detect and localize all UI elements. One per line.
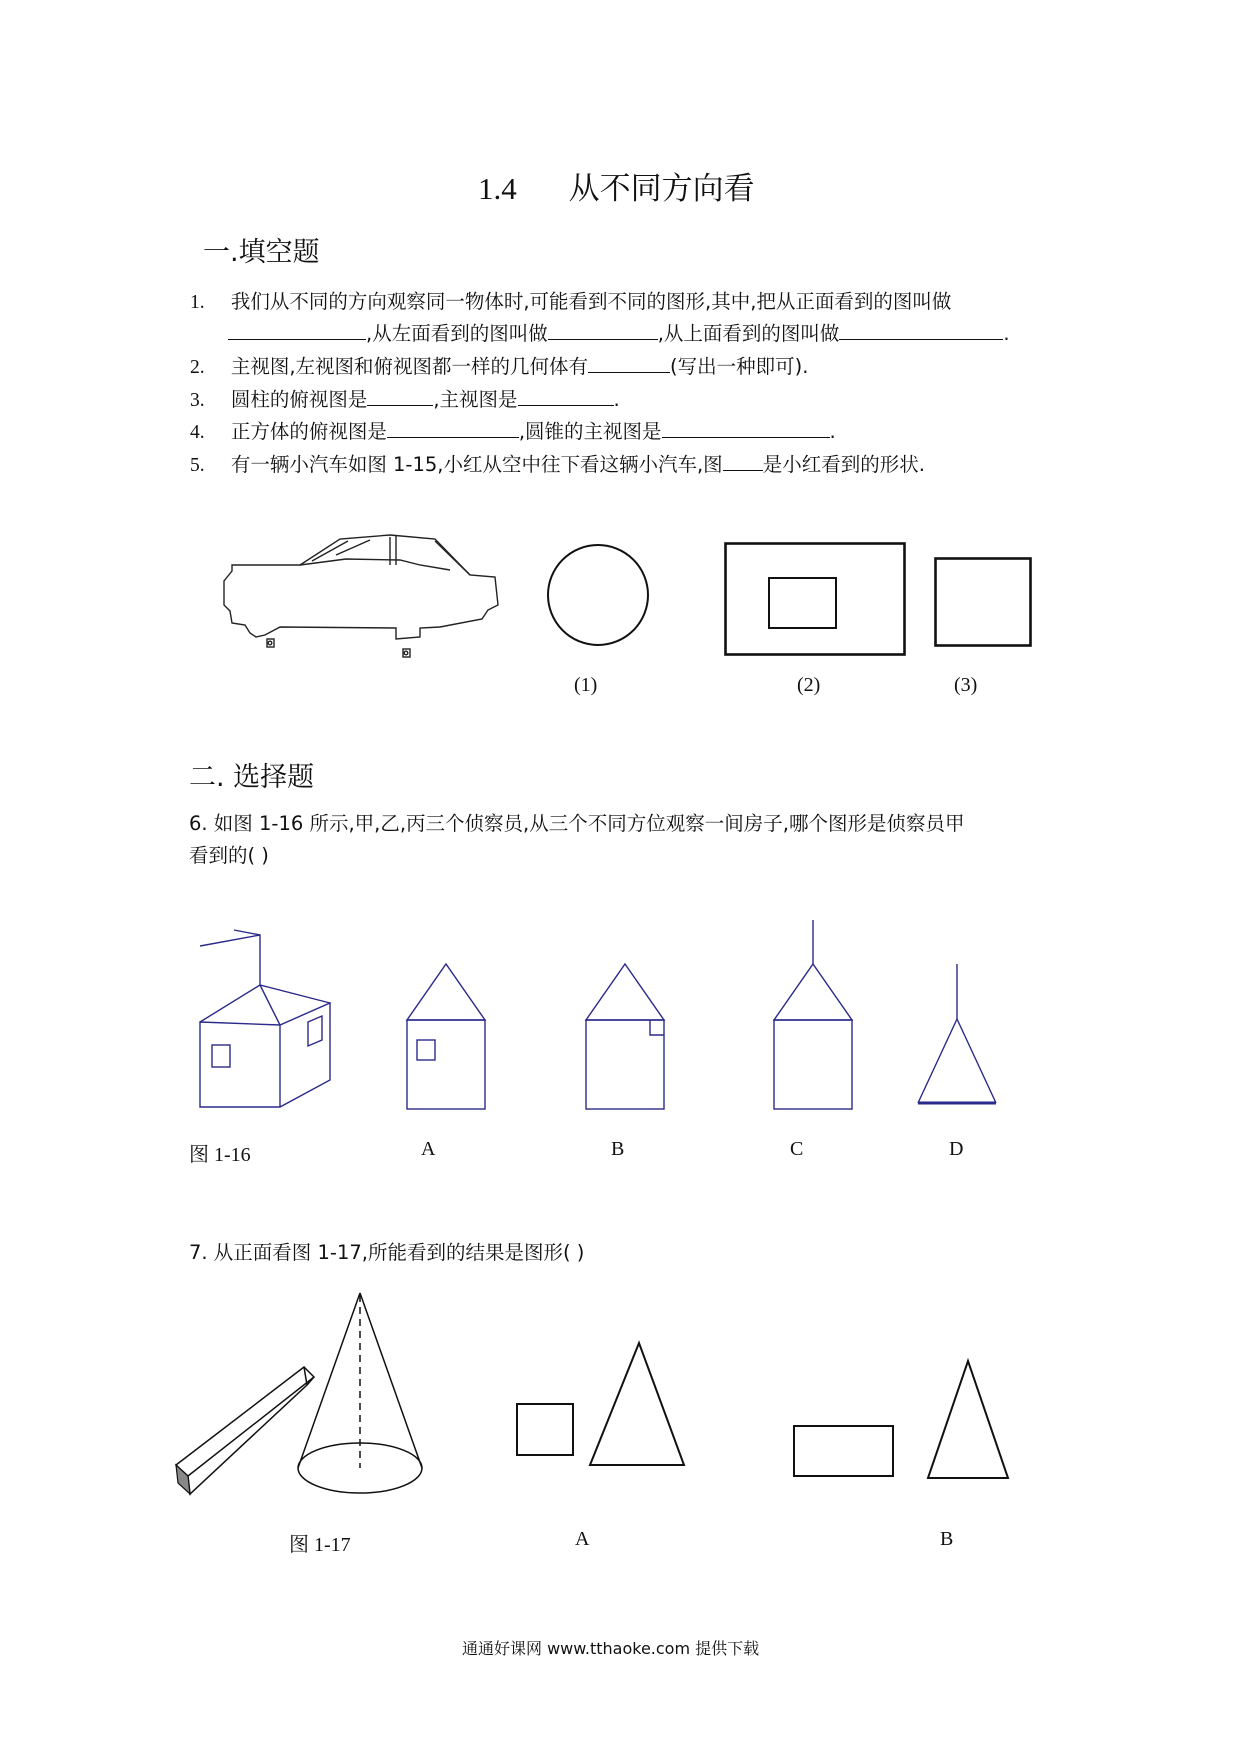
answer-blank[interactable] xyxy=(548,321,658,340)
question-5-post: 是小红看到的形状. xyxy=(762,453,925,476)
question-5 xyxy=(190,449,925,477)
house-option-a xyxy=(405,960,487,1112)
answer-blank[interactable] xyxy=(518,387,614,406)
house-option-b xyxy=(584,960,666,1112)
footer-credit: 通通好课网 www.tthaoke.com 提供下载 xyxy=(462,1639,760,1658)
question-2 xyxy=(190,351,808,379)
title-text: 从不同方向看 xyxy=(568,171,755,207)
rect-in-rect-option-2 xyxy=(724,542,906,656)
title-number: 1.4 xyxy=(478,171,517,206)
question-3-mid: ,主视图是 xyxy=(433,388,518,411)
question-1-part-b: ,从上面看到的图叫做 xyxy=(657,322,840,345)
question-4-pre: 正方体的俯视图是 xyxy=(230,420,387,443)
circle-option-1 xyxy=(546,543,650,647)
question-4-post: . xyxy=(829,420,836,443)
car-figure xyxy=(220,525,505,665)
question-4 xyxy=(190,416,836,444)
fig17-label-a: A xyxy=(575,1528,590,1550)
fig16-label-d: D xyxy=(949,1138,964,1160)
question-1-part-a: ,从左面看到的图叫做 xyxy=(366,322,548,345)
fig16-label-main: 图 1-16 xyxy=(189,1144,251,1166)
answer-blank[interactable] xyxy=(387,419,519,438)
square-option-3 xyxy=(934,557,1032,647)
square-triangle-option-a xyxy=(514,1338,686,1468)
question-6-line2: 看到的( ) xyxy=(189,844,269,867)
section-heading-choice: 二. 选择题 xyxy=(189,762,315,793)
question-1-line2 xyxy=(228,318,1010,346)
question-5-number: 5. xyxy=(190,455,205,476)
question-3-pre: 圆柱的俯视图是 xyxy=(230,388,368,411)
page-title xyxy=(478,163,755,208)
answer-blank[interactable] xyxy=(367,387,433,406)
question-1-line1 xyxy=(190,286,951,314)
question-7: 7. 从正面看图 1-17,所能看到的结果是图形( ) xyxy=(189,1241,585,1264)
fig16-label-a: A xyxy=(421,1138,436,1160)
section-heading-fill: 一.填空题 xyxy=(203,237,320,268)
rectangle-triangle-option-b xyxy=(790,1356,1020,1482)
question-2-number: 2. xyxy=(190,357,205,378)
fig15-label-3: (3) xyxy=(954,674,978,696)
question-1-end: . xyxy=(1003,322,1010,345)
triangle-option-d xyxy=(915,964,999,1106)
answer-blank[interactable] xyxy=(662,419,830,438)
question-3-post: . xyxy=(613,388,620,411)
question-4-mid: ,圆锥的主视图是 xyxy=(518,420,662,443)
house-option-c xyxy=(772,920,854,1112)
fig17-label-b: B xyxy=(940,1528,954,1550)
question-5-pre: 有一辆小汽车如图 1-15,小红从空中往下看这辆小汽车,图 xyxy=(230,453,723,476)
fig15-label-1: (1) xyxy=(574,674,598,696)
question-6-line1: 6. 如图 1-16 所示,甲,乙,丙三个侦察员,从三个不同方位观察一间房子,哪个图形是侦察员甲 xyxy=(189,812,965,835)
beam-and-cone-figure xyxy=(172,1290,432,1505)
question-4-number: 4. xyxy=(190,422,205,443)
question-2-post: (写出一种即可). xyxy=(670,355,809,378)
question-1-text: 我们从不同的方向观察同一物体时,可能看到不同的图形,其中,把从正面看到的图叫做 xyxy=(230,290,952,313)
answer-blank[interactable] xyxy=(723,452,763,471)
fig15-label-2: (2) xyxy=(797,674,821,696)
question-2-pre: 主视图,左视图和俯视图都一样的几何体有 xyxy=(230,355,589,378)
fig17-label-main: 图 1-17 xyxy=(289,1534,351,1556)
answer-blank[interactable] xyxy=(228,321,366,340)
question-1-number: 1. xyxy=(190,292,205,313)
answer-blank[interactable] xyxy=(839,321,1003,340)
house-3d-figure xyxy=(190,930,330,1110)
question-3 xyxy=(190,384,620,412)
answer-blank[interactable] xyxy=(588,354,670,373)
fig16-label-c: C xyxy=(790,1138,804,1160)
question-3-number: 3. xyxy=(190,390,205,411)
fig16-label-b: B xyxy=(611,1138,625,1160)
